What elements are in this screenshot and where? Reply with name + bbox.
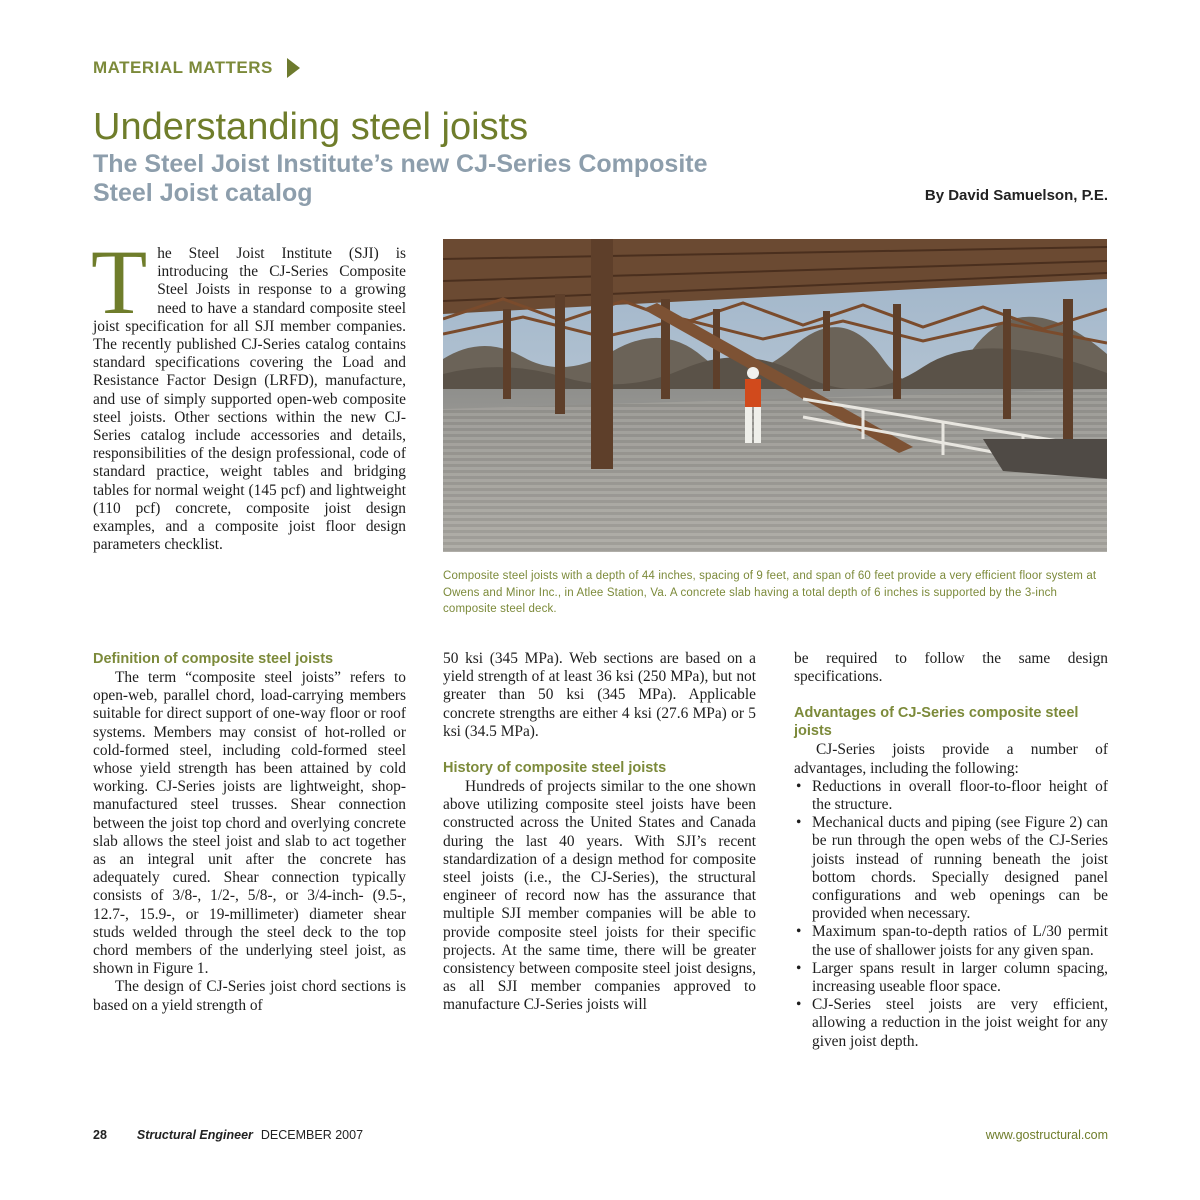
byline: By David Samuelson, P.E.	[924, 187, 1108, 204]
steel-joist-floor-image	[443, 239, 1107, 552]
article-subtitle: The Steel Joist Institute’s new CJ-Series Composite Steel Joist catalog	[93, 150, 708, 207]
definition-paragraph-3: 50 ksi (345 MPa). Web sections are based on a yield strength of at least 36 ksi (250 MPa), but not greater than 50 ksi (345 MPa). Applicable concrete strengths are either 4 ksi (27.6 MPa) or 5 ksi (34.5 MPa).	[443, 650, 756, 740]
history-paragraph-1: Hundreds of projects similar to the one shown above utilizing composite steel joists have been constructed across the United States and Canada during the last 40 years. With SJI’s recent standardization of a design method for composite steel joists (i.e., the CJ-Series), the structural engineer of record now has the assurance that multiple SJI member companies will be able to provide composite steel joists for their specific projects. At the same time, there will be greater consistency between composite steel joist designs, as all SJI member companies approved to manufacture CJ-Series joists will	[443, 778, 756, 1014]
column-1	[93, 650, 406, 1015]
page-number: 28	[93, 1128, 107, 1142]
intro-paragraph	[91, 231, 406, 554]
article-title: Understanding steel joists	[93, 106, 529, 148]
magazine-name: Structural Engineer	[136, 1128, 253, 1142]
list-item: • Maximum span-to-depth ratios of L/30 permit the use of shallower joists for any given span.	[794, 923, 1108, 959]
history-paragraph-2: be required to follow the same design specifications.	[794, 650, 1108, 686]
website-link[interactable]: www.gostructural.com	[985, 1128, 1108, 1142]
list-item: • Larger spans result in larger column spacing, increasing useable floor space.	[794, 960, 1108, 996]
column-2	[443, 650, 756, 1015]
photo-caption: Composite steel joists with a depth of 44 inches, spacing of 9 feet, and span of 60 feet provide a very efficient floor system at Owens and Minor Inc., in Atlee Station, Va. A concrete slab having a total depth of 6 inches is supported by the 3-inch composite steel deck.	[443, 570, 1097, 615]
list-item: • Mechanical ducts and piping (see Figure 2) can be run through the open webs of the CJ-Series joists instead of running beneath the joist bottom chords. Specially designed panel configurations and web openings can be provided when necessary.	[794, 814, 1108, 923]
section-kicker	[93, 58, 300, 78]
definition-paragraph-2: The design of CJ-Series joist chord sections is based on a yield strength of	[93, 978, 406, 1014]
kicker-label: MATERIAL MATTERS	[93, 58, 273, 77]
section-heading-definition: Definition of composite steel joists	[93, 651, 334, 667]
advantages-list	[794, 778, 1108, 1051]
drop-cap: T	[91, 231, 148, 333]
construction-photo	[443, 239, 1107, 552]
column-3	[794, 650, 1108, 1051]
arrow-right-icon	[287, 58, 300, 78]
definition-paragraph-1: The term “composite steel joists” refers to open-web, parallel chord, load-carrying members suitable for direct support of one-way floor or roof systems. Members may consist of hot-rolled or cold-formed steel, including cold-formed steel whose yield strength has been attained by cold working. CJ-Series joists are lightweight, shop-manufactured steel trusses. Shear connection between the joist top chord and overlying concrete slab allows the steel joist and slab to act together as an integral unit after the concrete has adequately cured. Shear connection typically consists of 3/8-, 1/2-, 5/8-, or 3/4-inch- (9.5-, 12.7-, 15.9-, or 19-millimeter) diameter shear studs welded through the steel deck to the top chord members of the underlying steel joist, as shown in Figure 1.	[93, 669, 406, 978]
page-footer	[93, 1128, 1108, 1142]
issue-date: DECEMBER 2007	[260, 1128, 364, 1142]
section-heading-advantages: Advantages of CJ-Series composite steel joists	[794, 705, 1079, 740]
section-heading-history: History of composite steel joists	[443, 760, 667, 777]
list-item: • CJ-Series steel joists are very efficient, allowing a reduction in the joist weight for any given joist depth.	[794, 996, 1108, 1051]
list-item: • Reductions in overall floor-to-floor height of the structure.	[794, 778, 1108, 814]
intro-column	[91, 231, 406, 554]
intro-text: he Steel Joist Institute (SJI) is introducing the CJ-Series Composite Steel Joists in response to a growing need to have a standard composite steel joist specification for all SJI member companies. The recently published CJ-Series catalog contains standard specifications covering the Load and Resistance Factor Design (LRFD), manufacture, and use of simply supported open-web composite steel joists. Other sections within the new CJ-Series catalog include accessories and details, responsibilities of the design professional, code of standard practice, weight tables and bridging tables for normal weight (145 pcf) and lightweight (110 pcf) concrete, composite joist design examples, and a composite joist floor design parameters checklist.	[93, 245, 406, 554]
advantages-intro: CJ-Series joists provide a number of advantages, including the following:	[794, 741, 1108, 777]
